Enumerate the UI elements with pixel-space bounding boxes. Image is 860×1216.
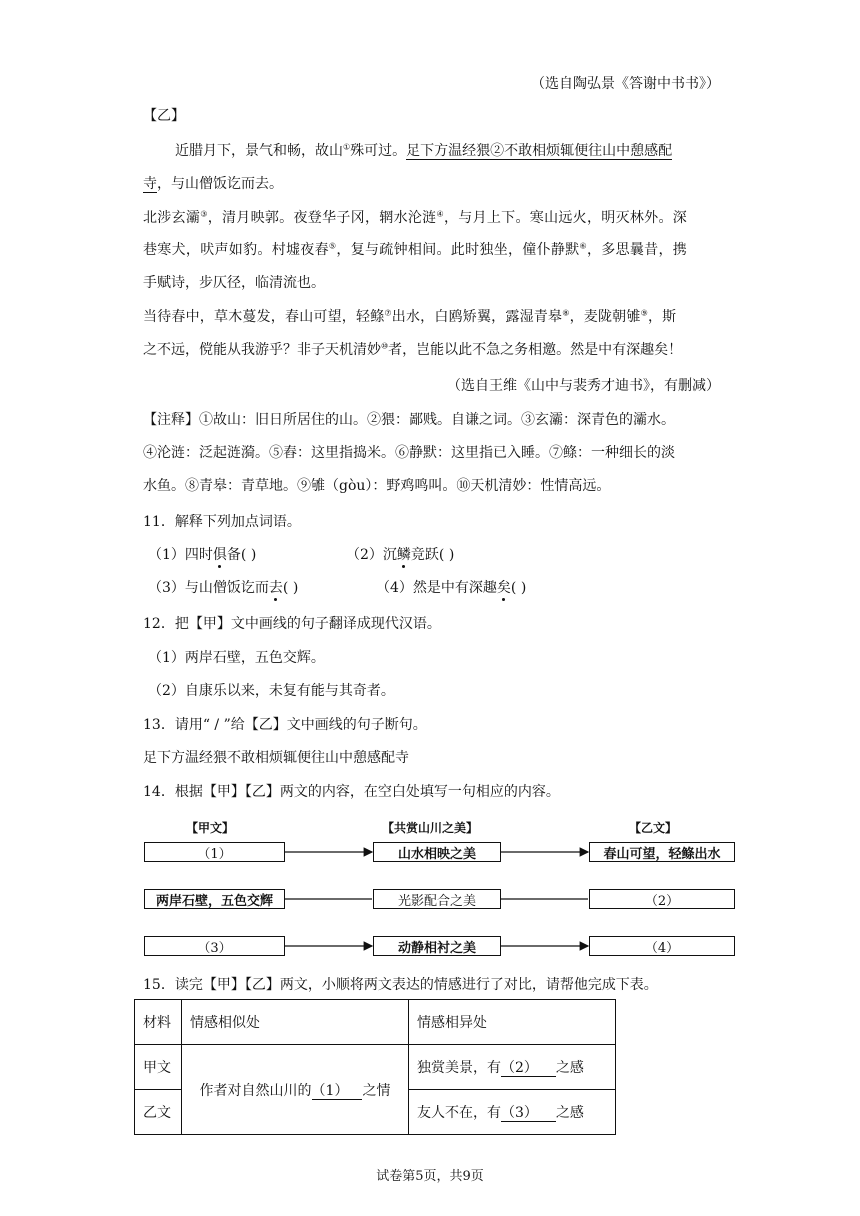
similar-cell: 作者对自然山川的（1） 之情 [182, 1045, 409, 1135]
q11-item4: （4）然是中有深趣矣( ) [376, 580, 527, 596]
flow-header-mid: 【共赏山川之美】 [382, 821, 479, 835]
flow-r1-jia: （1） [144, 842, 285, 862]
diff-jia-cell: 独赏美景，有（2） 之感 [409, 1045, 616, 1090]
passage-yi-p3-line2: 之不远，傥能从我游乎？非子天机清妙⑩者，岂能以此不急之务相邀。然是中有深趣矣！ [143, 341, 683, 358]
diff-yi-cell: 友人不在，有（3） 之感 [409, 1090, 616, 1135]
page-footer: 试卷第5页，共9页 [376, 1169, 484, 1184]
th-different: 情感相异处 [409, 1000, 616, 1045]
underlined-sentence: 足下方温经猥②不敢相烦辄便往山中憩感配 [406, 143, 673, 159]
notes-line1: 【注释】①故山：旧日所居住的山。②猥：鄙贱。自谦之词。③玄灞：深青色的灞水。 [143, 412, 675, 428]
q11-item1: （1）四时俱备( ) [148, 547, 257, 563]
flow-r3-mid: 动静相衬之美 [373, 936, 501, 956]
question-14: 14．根据【甲】【乙】两文的内容，在空白处填写一句相应的内容。 [143, 784, 560, 800]
passage-yi-p2-line2: 巷寒犬，吠声如豹。村墟夜舂⑤，复与疏钟相间。此时独坐，僮仆静默⑥，多思曩昔，携 [143, 241, 688, 258]
flow-r1-mid: 山水相映之美 [373, 842, 501, 862]
question-11: 11．解释下列加点词语。 [143, 514, 301, 530]
flow-r2-yi: （2） [589, 889, 735, 909]
source-jia: （选自陶弘景《答谢中书书》） [531, 76, 720, 92]
passage-yi-p1-line1: 近腊月下，景气和畅，故山①殊可过。足下方温经猥②不敢相烦辄便往山中憩感配 [175, 142, 673, 159]
q13-sentence: 足下方温经猥不敢相烦辄便往山中憩感配寺 [143, 750, 409, 766]
passage-yi-p1-line2: 寺，与山僧饭讫而去。 [143, 176, 283, 192]
notes-line3: 水鱼。⑧青皋：青草地。⑨雊（gòu）：野鸡鸣叫。⑩天机清妙：性情高远。 [143, 478, 611, 494]
flow-header-yi: 【乙文】 [629, 821, 678, 835]
question-13: 13．请用“ / ”给【乙】文中画线的句子断句。 [143, 717, 427, 733]
row-yi-label: 乙文 [135, 1090, 182, 1135]
question-12: 12．把【甲】文中画线的句子翻译成现代汉语。 [143, 616, 441, 632]
flow-r3-yi: （4） [589, 936, 735, 956]
flow-r2-mid: 光影配合之美 [373, 889, 501, 909]
q12-item2: （2）自康乐以来，未复有能与其奇者。 [148, 683, 395, 699]
notes-line2: ④沦涟：泛起涟漪。⑤舂：这里指捣米。⑥静默：这里指已入睡。⑦鲦：一种细长的淡 [143, 445, 675, 461]
passage-yi-p2-line3: 手赋诗，步仄径，临清流也。 [143, 275, 325, 291]
q11-item2: （2）沉鳞竞跃( ) [346, 547, 455, 563]
passage-yi-p2-line1: 北涉玄灞③，清月映郭。夜登华子冈，辋水沦涟④，与月上下。寒山远火，明灭林外。深 [143, 209, 688, 226]
row-jia-label: 甲文 [135, 1045, 182, 1090]
emotion-table [134, 999, 616, 1135]
flow-r1-yi: 春山可望，轻鲦出水 [589, 842, 735, 862]
passage-yi-p3-line1: 当待春中，草木蔓发，春山可望，轻鲦⑦出水，白鸥矫翼，露湿青皋⑧，麦陇朝雊⑨，斯 [143, 308, 677, 325]
q11-item3: （3）与山僧饭讫而去( ) [148, 580, 299, 596]
yi-label: 【乙】 [143, 108, 185, 124]
flow-r3-jia: （3） [144, 936, 285, 956]
question-15: 15．读完【甲】【乙】两文，小顺将两文表达的情感进行了对比，请帮他完成下表。 [143, 977, 658, 993]
q12-item1: （1）两岸石壁，五色交辉。 [148, 650, 325, 666]
th-material: 材料 [135, 1000, 182, 1045]
th-similar: 情感相似处 [182, 1000, 409, 1045]
source-yi: （选自王维《山中与裴秀才迪书》，有删减） [447, 378, 720, 394]
flow-r2-jia: 两岸石壁，五色交辉 [144, 889, 285, 909]
flow-header-jia: 【甲文】 [186, 821, 235, 835]
